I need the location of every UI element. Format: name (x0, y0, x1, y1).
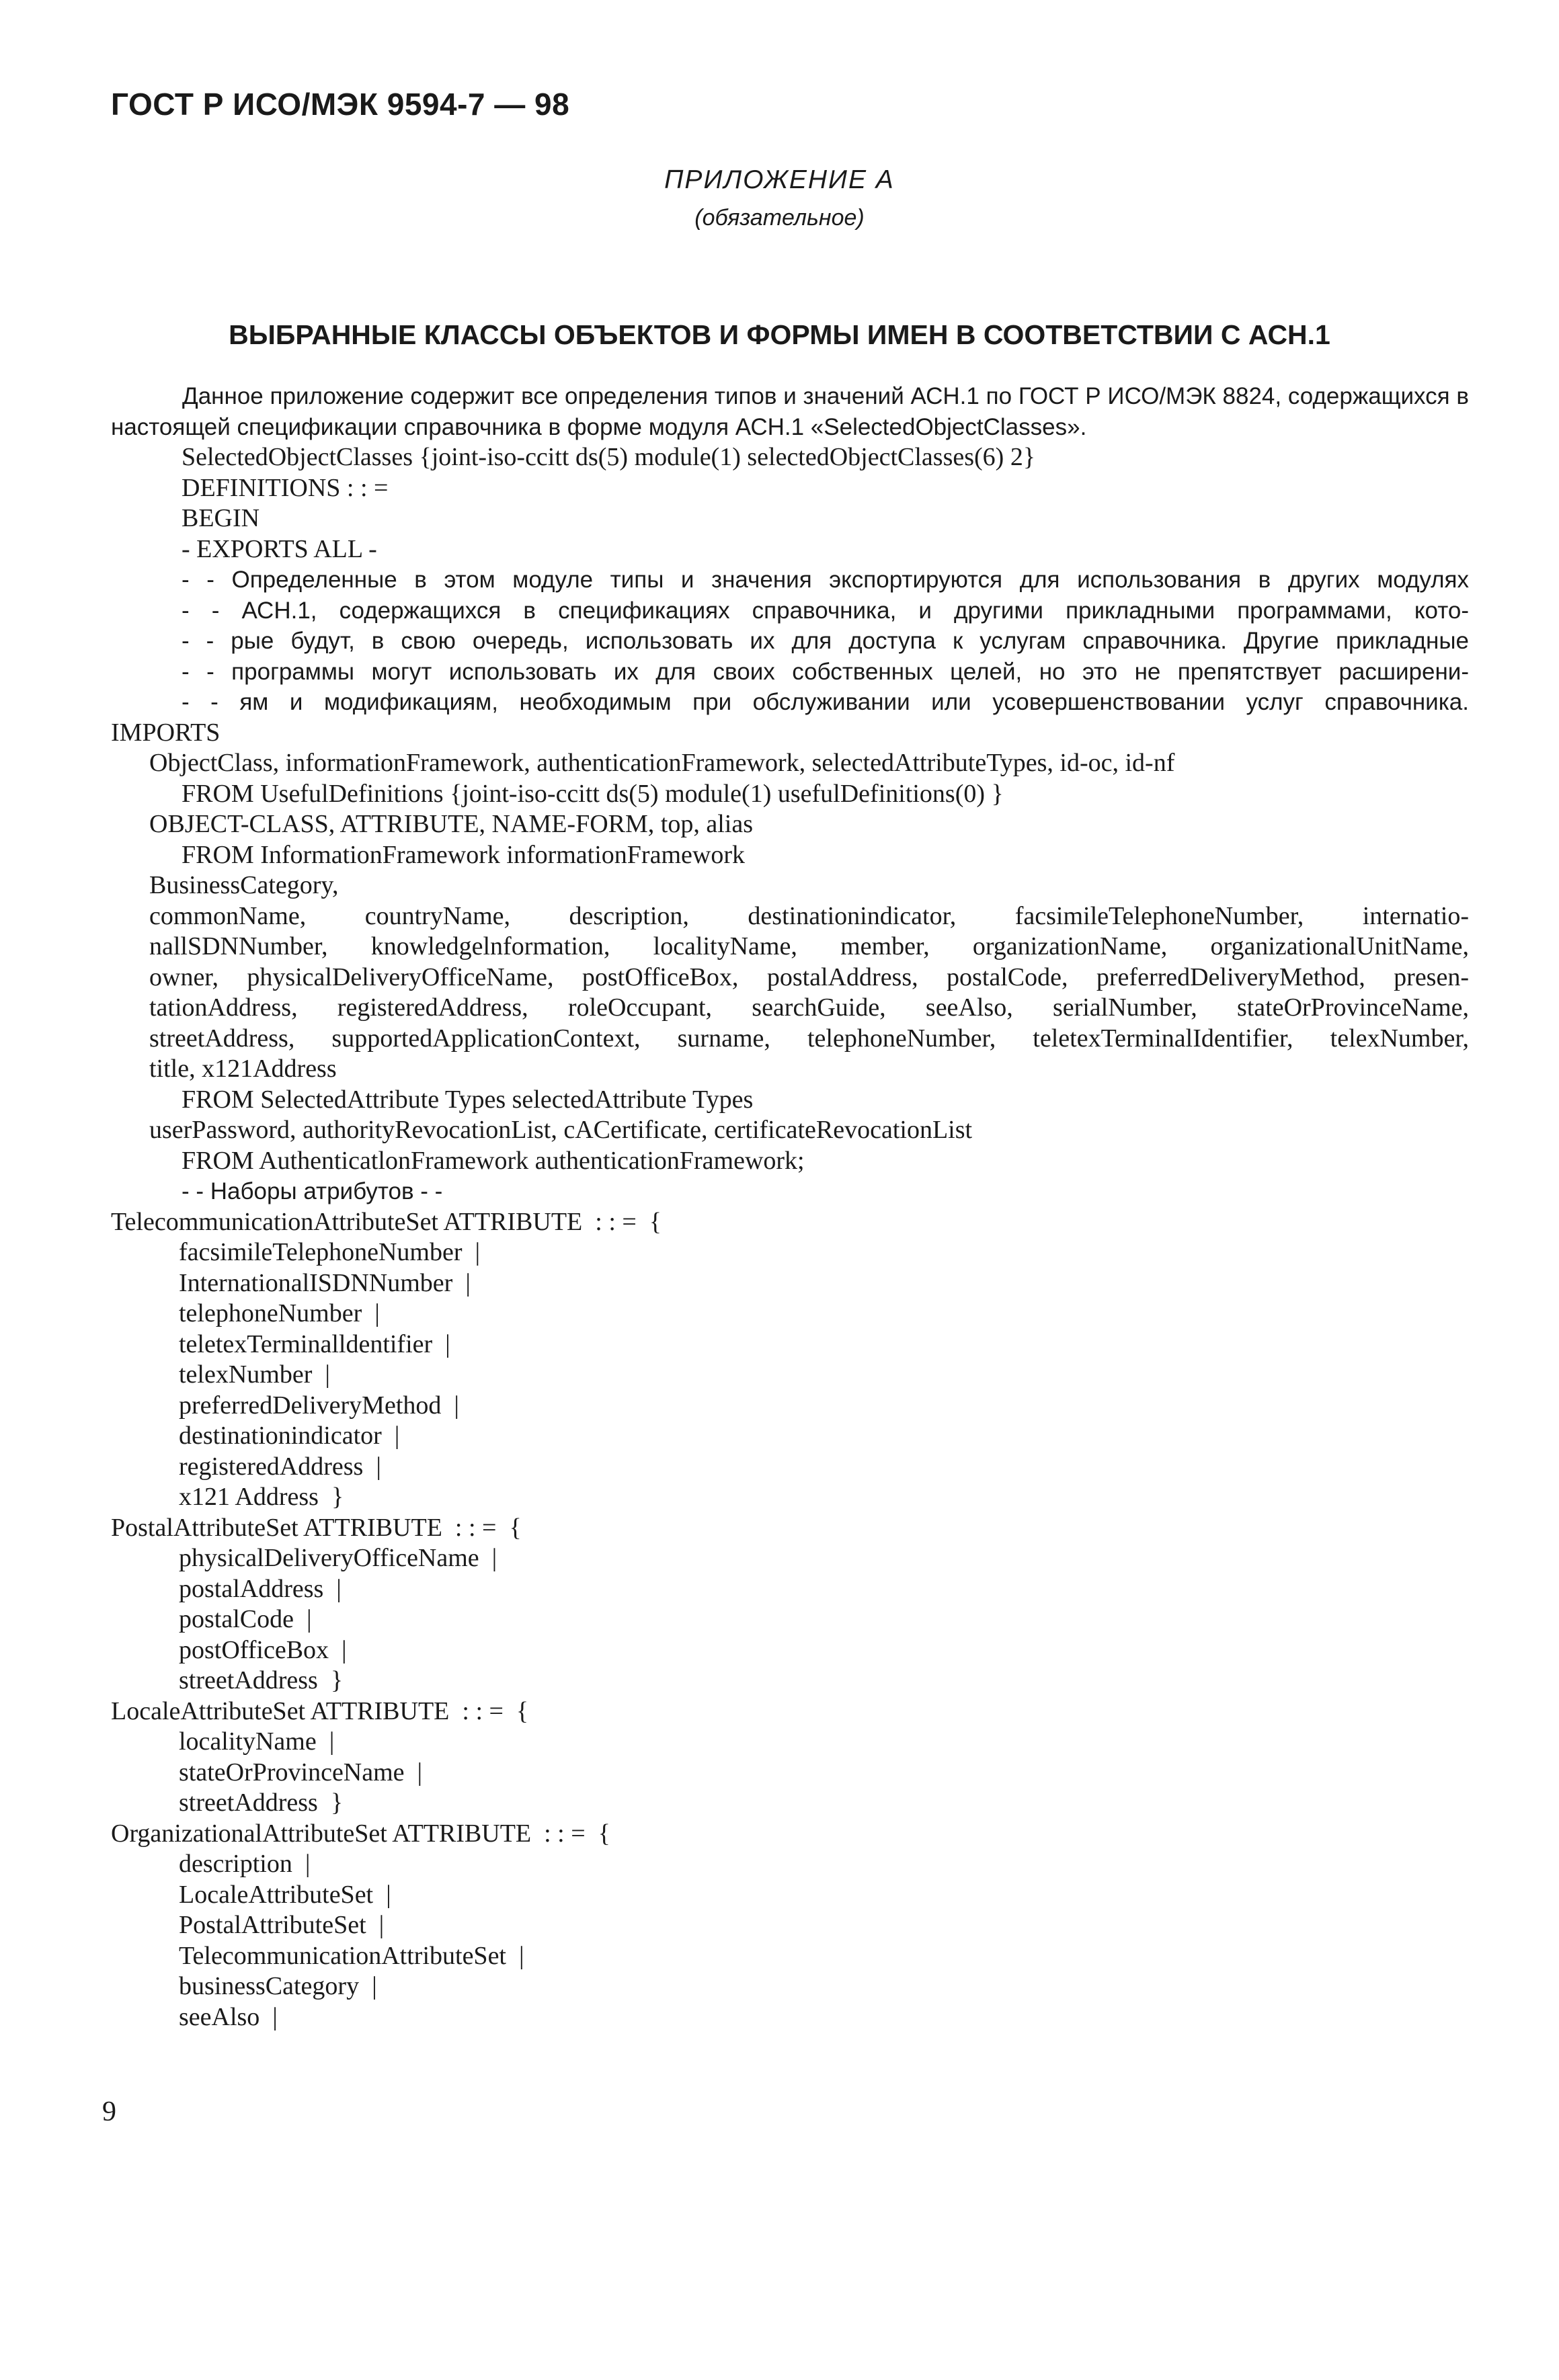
set-member: TelecommunicationAttributeSet | (179, 1942, 524, 1970)
attribute-list-line: tationAddress, registeredAddress, roleOccupant, searchGuide, seeAlso, serialNumber, stateOrProvinceName, (149, 993, 1469, 1022)
document-title: ВЫБРАННЫЕ КЛАССЫ ОБЪЕКТОВ И ФОРМЫ ИМЕН В СООТВЕТСТВИИ С АСН.1 (229, 319, 1330, 350)
attribute-list-line: commonName, countryName, description, destinationindicator, facsimileTelephoneNumber, internatio- (149, 902, 1469, 930)
set-member: teletexTerminalldentifier | (179, 1330, 450, 1358)
set-member: streetAddress } (179, 1789, 344, 1817)
appendix-note: (обязательное) (694, 205, 865, 231)
comment-line: - - ям и модификациям, необходимым при обслуживании или усовершенствовании услуг справочника. (182, 689, 1469, 715)
set-member: stateOrProvinceName | (179, 1758, 423, 1787)
imports-line: BusinessCategory, (149, 871, 339, 899)
set-member: businessCategory | (179, 1972, 377, 2000)
set-member: telexNumber | (179, 1360, 330, 1389)
imports-keyword: IMPORTS (111, 719, 221, 747)
set-member: physicalDeliveryOfficeName | (179, 1544, 497, 1572)
set-definition-header: LocaleAttributeSet ATTRIBUTE : : = { (111, 1697, 529, 1725)
set-definition-header: PostalAttributeSet ATTRIBUTE : : = { (111, 1514, 522, 1542)
exports-line: - EXPORTS ALL - (182, 535, 377, 563)
comment-line: - - программы могут использовать их для своих собственных целей, но это не препятствует расширени- (182, 659, 1469, 685)
imports-line: OBJECT-CLASS, ATTRIBUTE, NAME-FORM, top, alias (149, 810, 753, 838)
set-member: postalAddress | (179, 1575, 342, 1603)
set-member: seeAlso | (179, 2003, 278, 2031)
attribute-list-line: nallSDNNumber, knowledgelnformation, localityName, member, organizationName, organizationalUnitName, (149, 932, 1469, 960)
imports-line: title, x121Address (149, 1055, 337, 1083)
begin-line: BEGIN (182, 504, 260, 532)
page-header: ГОСТ Р ИСО/МЭК 9594-7 — 98 (111, 87, 570, 122)
set-member: PostalAttributeSet | (179, 1911, 385, 1939)
module-identifier-line: SelectedObjectClasses {joint-iso-ccitt ds(5) module(1) selectedObjectClasses(6) 2} (182, 443, 1036, 471)
set-member: localityName | (179, 1727, 335, 1756)
attribute-sets-comment: - - Наборы атрибутов - - (182, 1178, 443, 1204)
set-member: preferredDeliveryMethod | (179, 1391, 459, 1420)
imports-from-line: FROM InformationFramework informationFramework (182, 841, 745, 869)
set-member: registeredAddress | (179, 1452, 381, 1481)
attribute-list-line: owner, physicalDeliveryOfficeName, postOfficeBox, postalAddress, postalCode, preferredDeliveryMethod, presen- (149, 963, 1469, 991)
comment-line: - - Определенные в этом модуле типы и значения экспортируются для использования в других модулях (182, 567, 1469, 593)
set-member: streetAddress } (179, 1666, 344, 1694)
intro-paragraph: Данное приложение содержит все определения типов и значений АСН.1 по ГОСТ Р ИСО/МЭК 8824, содержащихся в настоящей спецификации справочника в форме модуля АСН.1 «SelectedObjectClasses». (111, 383, 1469, 440)
comment-line: - - рые будут, в свою очередь, использовать их для доступа к услугам справочника. Другие прикладные (182, 628, 1469, 654)
set-definition-header: TelecommunicationAttributeSet ATTRIBUTE : : = { (111, 1208, 662, 1236)
comment-line: - - АСН.1, содержащихся в спецификациях справочника, и другими прикладными программами, кото- (182, 598, 1469, 624)
set-definition-header: OrganizationalAttributeSet ATTRIBUTE : : = { (111, 1819, 610, 1848)
set-member: facsimileTelephoneNumber | (179, 1238, 481, 1266)
set-member: LocaleAttributeSet | (179, 1881, 391, 1909)
imports-line: ObjectClass, informationFramework, authenticationFramework, selectedAttributeTypes, id-oc, id-nf (149, 749, 1175, 777)
appendix-label: ПРИЛОЖЕНИЕ А (664, 165, 895, 194)
attribute-list-line: streetAddress, supportedApplicationContext, surname, telephoneNumber, teletexTerminalIdentifier, telexNumber, (149, 1024, 1469, 1053)
set-member: postalCode | (179, 1605, 312, 1633)
set-member: x121 Address } (179, 1483, 344, 1511)
page-number: 9 (102, 2096, 116, 2127)
imports-line: userPassword, authorityRevocationList, cACertificate, certificateRevocationList (149, 1116, 973, 1144)
set-member: description | (179, 1850, 311, 1878)
set-member: telephoneNumber | (179, 1299, 380, 1327)
imports-from-line: FROM AuthenticatlonFramework authenticationFramework; (182, 1147, 805, 1175)
imports-from-line: FROM SelectedAttribute Types selectedAttribute Types (182, 1085, 754, 1114)
imports-from-line: FROM UsefulDefinitions {joint-iso-ccitt ds(5) module(1) usefulDefinitions(0) } (182, 780, 1004, 808)
set-member: InternationalISDNNumber | (179, 1269, 471, 1297)
set-member: postOfficeBox | (179, 1636, 347, 1664)
definitions-line: DEFINITIONS : : = (182, 474, 389, 502)
set-member: destinationindicator | (179, 1422, 400, 1450)
